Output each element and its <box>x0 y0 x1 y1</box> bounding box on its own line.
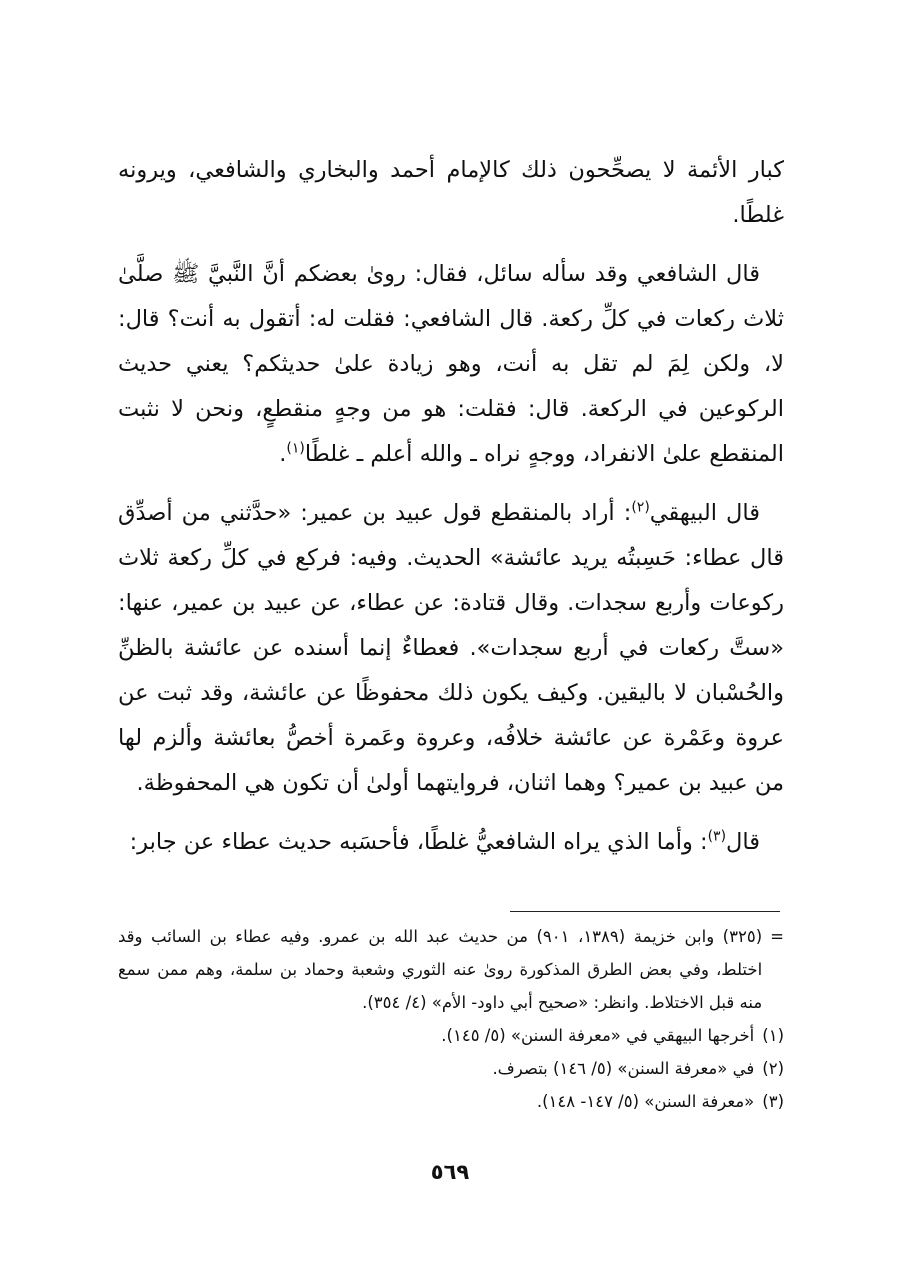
main-text <box>118 148 784 879</box>
footnote-ref-3[interactable]: (٣) <box>707 828 727 845</box>
paragraph-2-end: . <box>279 441 287 467</box>
footnote-text: (٣٢٥) وابن خزيمة (١٣٨٩، ٩٠١) من حديث عبد الله بن عمرو. وفيه عطاء بن السائب وقد اختلط، وفي بعض الطرق المذكورة روىٰ عنه الثوري وشعبة وحماد بن سلمة، وهم ممن سمع منه قبل الاختلاط. وانظر: «صحيح أبي داود- الأم» (٤/ ٣٥٤). <box>118 927 763 1012</box>
paragraph-4-text: : وأما الذي يراه الشافعيُّ غلطًا، فأحسَبه حديث عطاء عن جابر: <box>129 829 708 855</box>
paragraph-3 <box>118 491 784 806</box>
footnote-ref-2[interactable]: (٢) <box>631 499 650 516</box>
footnote-separator <box>510 911 780 912</box>
footnote-text: «معرفة السنن» (٥/ ١٤٧- ١٤٨). <box>536 1092 755 1111</box>
footnote-marker: (٣) <box>762 1092 784 1111</box>
footnote-marker: (١) <box>762 1026 784 1045</box>
paragraph-4-start: قال <box>726 829 760 855</box>
footnote-3 <box>118 1085 784 1118</box>
footnotes <box>118 920 784 1118</box>
footnote-marker: (٢) <box>762 1059 784 1078</box>
footnote-text: أخرجها البيهقي في «معرفة السنن» (٥/ ١٤٥). <box>441 1026 755 1045</box>
paragraph-2-text: قال الشافعي وقد سأله سائل، فقال: روىٰ بعضكم أنَّ النَّبيَّ ﷺ صلَّىٰ ثلاث ركعات في كلِّ ركعة. قال الشافعي: فقلت له: أتقول به أنت؟ قال: لا، ولكن لِمَ لم تقل به أنت، وهو زيادة علىٰ حديثكم؟ يعني حديث الركوعين في الركعة. قال: فقلت: هو من وجهٍ منقطعٍ، ونحن لا نثبت المنقطع علىٰ الانفراد، ووجهٍ نراه ـ والله أعلم ـ غلطًا <box>118 261 784 467</box>
paragraph-2 <box>118 252 784 477</box>
footnote-2 <box>118 1052 784 1085</box>
paragraph-1 <box>118 148 784 238</box>
footnote-continued <box>118 920 784 1019</box>
footnote-ref-1[interactable]: (١) <box>286 440 305 457</box>
paragraph-4 <box>118 820 784 865</box>
paragraph-3-text: : أراد بالمنقطع قول عبيد بن عمير: «حدَّثني من أصدِّق قال عطاء: حَسِبتُه يريد عائشة» الحديث. وفيه: فركع في كلِّ ركعة ثلاث ركوعات وأربع سجدات. وقال قتادة: عن عطاء، عن عبيد بن عمير، عنها: «ستَّ ركعات في أربع سجدات». فعطاءٌ إنما أسنده عن عائشة بالظنِّ والحُسْبان لا باليقين. وكيف يكون ذلك محفوظًا عن عائشة، وقد ثبت عن عروة وعَمْرة عن عائشة خلافُه، وعروة وعَمرة أخصُّ بعائشة وألزم لها من عبيد بن عمير؟ وهما اثنان، فروايتهما أولىٰ أن تكون هي المحفوظة. <box>118 500 784 796</box>
paragraph-1-text: كبار الأئمة لا يصحِّحون ذلك كالإمام أحمد والبخاري والشافعي، ويرونه غلطًا. <box>118 157 784 228</box>
footnote-1 <box>118 1019 784 1052</box>
paragraph-3-start: قال البيهقي <box>649 500 760 526</box>
footnote-marker: = <box>770 927 784 946</box>
footnote-text: في «معرفة السنن» (٥/ ١٤٦) بتصرف. <box>492 1059 755 1078</box>
page-number: ٥٦٩ <box>430 1160 470 1184</box>
